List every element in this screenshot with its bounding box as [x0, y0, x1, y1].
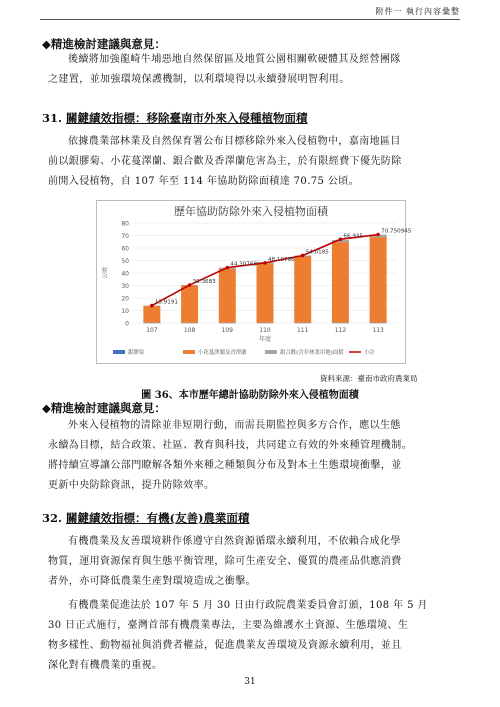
data-label: 13.9191 [154, 299, 178, 306]
legend-label: 銀合歡(含非林業用地)面積 [280, 350, 344, 356]
section-title: 移除臺南市外來入侵種植物面積 [146, 111, 308, 125]
bar-segment [332, 242, 349, 323]
section-lead: 關鍵績效指標： [66, 111, 147, 125]
legend-swatch [183, 350, 195, 354]
bar-segment [181, 286, 198, 323]
section-32-paragraph-1 [48, 532, 453, 592]
area-chart-figure [96, 200, 412, 364]
line-point [339, 238, 343, 242]
header-divider [40, 19, 460, 20]
y-tick-label: 30 [121, 283, 129, 290]
line-point [376, 233, 380, 237]
section-number: 32. [42, 511, 63, 525]
page-number: 31 [244, 677, 256, 687]
text-line: 者外，亦可降低農業生產對環境造成之衝擊。 [48, 576, 256, 587]
section-32-title [42, 510, 249, 526]
text-line: 依據農業部林業及自然保育署公布目標移除外來入侵植物中，嘉南地區目 [68, 136, 401, 147]
data-label: 66.935 [343, 233, 364, 240]
section-lead: 關鍵績效指標： [66, 511, 147, 525]
x-tick-label: 110 [259, 327, 271, 334]
y-tick-label: 70 [121, 233, 129, 240]
text-line: 後續將加強龍崎牛埔惡地自然保留區及地質公園相關軟硬體其及經營團隊 [68, 54, 401, 65]
y-tick-label: 10 [121, 308, 129, 315]
bar-segment [143, 323, 160, 324]
text-line: 物多樣性、動物福祉與消費者權益，促進農業友善環境及資源永續利用，並且 [48, 640, 402, 651]
legend-label: 小花蔓澤蘭及香澤蘭 [198, 350, 247, 356]
bar-segment [257, 263, 274, 322]
bar-segment [181, 323, 198, 324]
data-label: 54.0185 [305, 249, 329, 256]
data-label: 70.750945 [381, 228, 412, 235]
text-line: 深化對有機農業的重視。 [48, 660, 163, 671]
y-tick-label: 60 [121, 245, 129, 253]
text-line: 前開入侵植物，自 107 年至 114 年協助防除面積達 70.75 公頃。 [48, 176, 360, 187]
section-title: 有機(友善)農業面積 [146, 511, 250, 525]
x-tick-label: 108 [183, 327, 196, 334]
review-paragraph-2 [48, 416, 453, 496]
review-heading-2: ◆精進檢討建議與意見： [42, 401, 166, 415]
legend-swatch [265, 350, 277, 354]
page-header: 附件一 執行內容彙整 [375, 7, 460, 16]
data-label: 30.3683 [192, 279, 216, 286]
bar-segment [294, 257, 311, 323]
y-tick-label: 20 [121, 295, 129, 303]
review-heading-1: ◆精進檢討建議與意見： [42, 37, 166, 51]
bar-segment [370, 323, 387, 324]
legend-label: 銀膠菊 [128, 350, 145, 356]
bar-segment [257, 323, 274, 324]
text-line: 將持續宣導讓公部門瞭解各類外來種之種類與分布及對本土生態環境衝擊，並 [48, 460, 402, 471]
section-31-paragraph [48, 132, 453, 192]
chart-title: 歷年協助防除外來入侵植物面積 [174, 205, 328, 218]
text-line: 有機農業促進法於 107 年 5 月 30 日由行政院農業委員會訂頒，108 年 5 月 [68, 600, 428, 611]
data-label: 48.10766 [268, 256, 295, 263]
bar-segment [219, 269, 236, 323]
x-tick-label: 107 [146, 327, 158, 334]
section-32-paragraph-2 [48, 596, 453, 676]
bar-segment [332, 323, 349, 324]
x-tick-label: 112 [334, 327, 347, 334]
bar-segment [370, 237, 387, 323]
text-line: 更新中央防除資訊，提升防除效率。 [48, 480, 215, 491]
x-tick-label: 111 [296, 327, 309, 334]
section-31-title [42, 110, 308, 126]
x-tick-label: 109 [221, 327, 234, 334]
y-tick-label: 40 [121, 270, 129, 278]
data-label: 44.30768 [230, 261, 257, 268]
text-line: 之建置，並加強環境保護機制，以利環境得以永續發展明智利用。 [48, 74, 350, 85]
y-tick-label: 50 [121, 258, 129, 265]
text-line: 有機農業及友善環境耕作係遵守自然資源循環永續利用，不依賴合成化學 [68, 536, 401, 547]
line-point [188, 283, 192, 287]
line-point [263, 261, 267, 265]
bar-segment [219, 323, 236, 324]
x-axis-label: 年度 [258, 336, 272, 343]
y-tick-label: 0 [125, 320, 129, 328]
x-tick-label: 113 [372, 327, 384, 334]
line-point [150, 304, 154, 308]
y-axis-label: 公頃 [102, 266, 109, 280]
legend-label: 小計 [364, 350, 375, 356]
text-line: 30 日正式施行，臺灣首部有機農業專法，主要為維護水土資源、生態環境、生 [48, 620, 409, 631]
bar-segment [143, 306, 160, 323]
bar-line-chart [97, 201, 412, 363]
text-line: 物質，運用資源保育與生態平衡管理，除可生產安全、優質的農產品供應消費 [48, 556, 402, 567]
bar-segment [294, 323, 311, 324]
text-line: 永續為目標，結合政策、社區、教育與科技，共同建立有效的外來種管理機制。 [48, 440, 412, 451]
section-number: 31. [42, 111, 63, 125]
line-point [225, 266, 229, 270]
line-point [301, 254, 305, 258]
legend-swatch [113, 350, 125, 354]
review-paragraph-1 [48, 50, 453, 90]
y-tick-label: 80 [121, 220, 129, 228]
figure-caption: 圖 36、本市歷年總計協助防除外來入侵植物面積 [141, 390, 359, 401]
text-line: 外來入侵植物的清除並非短期行動，而需長期監控與多方合作，應以生態 [68, 420, 401, 431]
text-line: 前以銀膠菊、小花蔓澤蘭、銀合歡及香澤蘭危害為主，於有限經費下優先防除 [48, 156, 402, 167]
figure-source: 資料來源：臺南市政府農業局 [320, 374, 418, 383]
